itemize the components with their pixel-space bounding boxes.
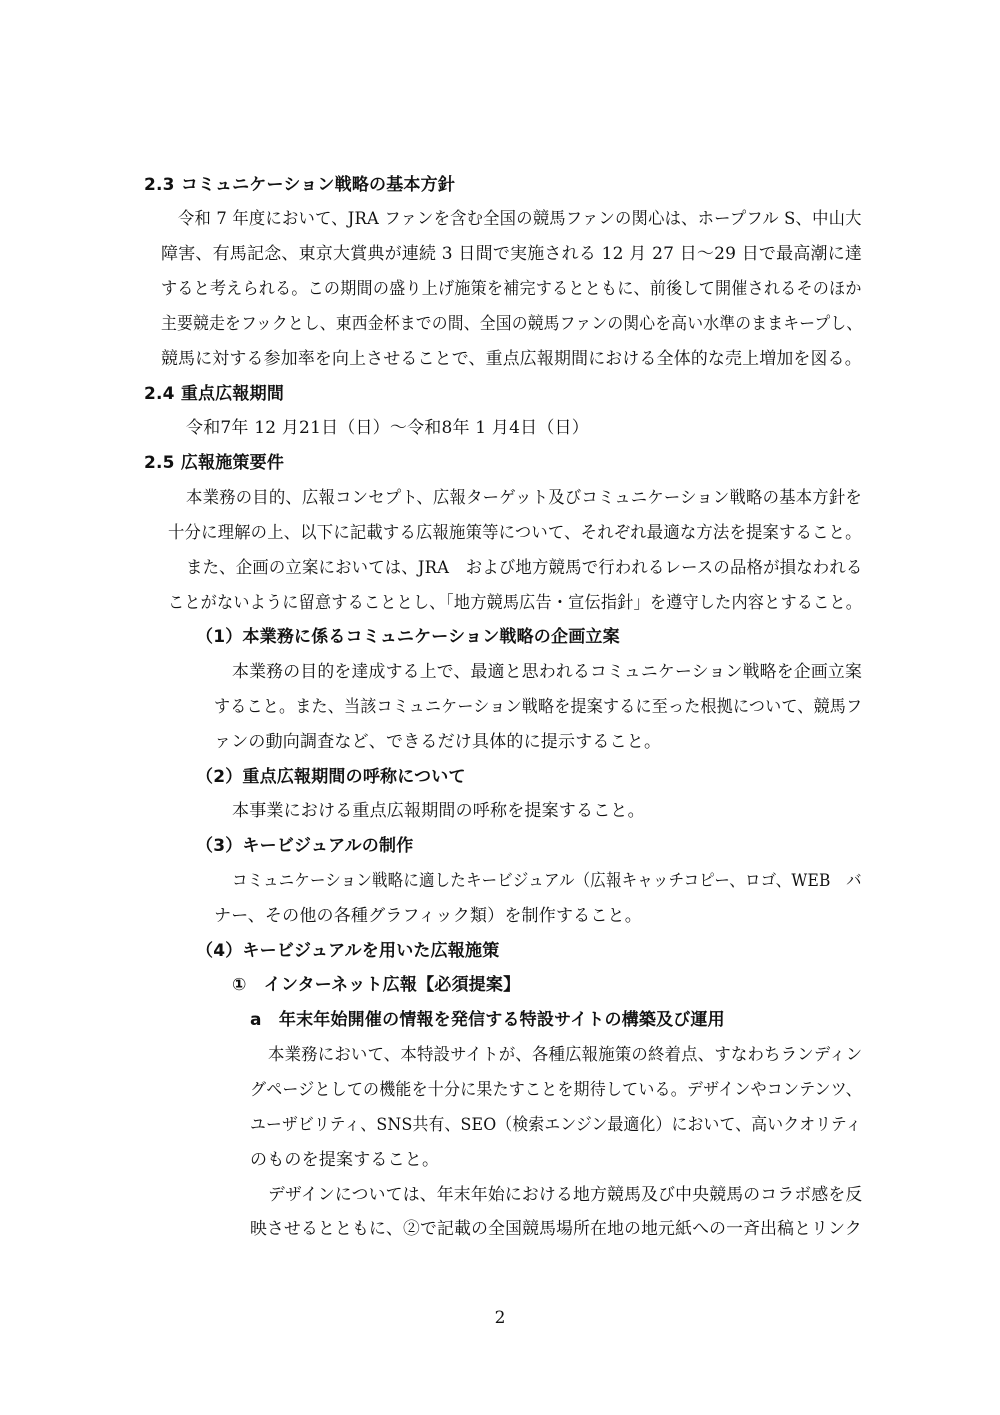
item-heading-1: ① インターネット広報【必須提案】 xyxy=(232,975,521,995)
section-heading-2-5: 2.5 広報施策要件 xyxy=(144,453,285,473)
subsection-heading-1: （1）本業務に係るコミュニケーション戦略の企画立案 xyxy=(196,627,620,647)
section-heading-2-3: 2.3 コミュニケーション戦略の基本方針 xyxy=(144,175,456,195)
paragraph-line: また、企画の立案においては、JRA および地方競馬で行われるレースの品格が損なわれる xyxy=(186,558,863,578)
paragraph-line: ナー、その他の各種グラフィック類）を制作すること。 xyxy=(214,906,642,926)
paragraph-line: コミュニケーション戦略に適したキービジュアル（広報キャッチコピー、ロゴ、WEB バ xyxy=(232,871,862,891)
paragraph-line: 十分に理解の上、以下に記載する広報施策等について、それぞれ最適な方法を提案すること。 xyxy=(168,523,862,543)
section-heading-2-4: 2.4 重点広報期間 xyxy=(144,384,285,404)
paragraph-line: ユーザビリティ、SNS共有、SEO（検索エンジン最適化）において、高いクオリティ xyxy=(250,1115,862,1135)
paragraph-line: すると考えられる。この期間の盛り上げ施策を補完するとともに、前後して開催されるそのほか xyxy=(161,279,862,299)
page-number: 2 xyxy=(494,1308,506,1328)
paragraph-line: 障害、有馬記念、東京大賞典が連続 3 日間で実施される 12 月 27 日～29 日で最高潮に達 xyxy=(161,244,863,264)
paragraph-line: 本事業における重点広報期間の呼称を提案すること。 xyxy=(232,801,645,821)
paragraph-line: 主要競走をフックとし、東西金杯までの間、全国の競馬ファンの関心を高い水準のままキープし、 xyxy=(161,314,863,334)
paragraph-line: すること。また、当該コミュニケーション戦略を提案するに至った根拠について、競馬フ xyxy=(214,697,863,717)
subsection-heading-2: （2）重点広報期間の呼称について xyxy=(196,767,466,787)
paragraph-line: 令和 7 年度において、JRA ファンを含む全国の競馬ファンの関心は、ホープフル S、中山大 xyxy=(178,209,862,229)
paragraph-line: グページとしての機能を十分に果たすことを期待している。デザインやコンテンツ、 xyxy=(250,1080,863,1100)
paragraph-line: 映させるとともに、②で記載の全国競馬場所在地の地元紙への一斉出稿とリンク xyxy=(250,1219,862,1239)
subsection-heading-3: （3）キービジュアルの制作 xyxy=(196,836,414,856)
subsection-heading-4: （4）キービジュアルを用いた広報施策 xyxy=(196,941,500,961)
paragraph-line: 本業務において、本特設サイトが、各種広報施策の終着点、すなわちランディン xyxy=(268,1045,863,1065)
paragraph-line: 本業務の目的を達成する上で、最適と思われるコミュニケーション戦略を企画立案 xyxy=(232,662,863,682)
paragraph-line: ァンの動向調査など、できるだけ具体的に提示すること。 xyxy=(214,732,662,752)
paragraph-line: 本業務の目的、広報コンセプト、広報ターゲット及びコミュニケーション戦略の基本方針を xyxy=(186,488,862,508)
paragraph-line: のものを提案すること。 xyxy=(250,1150,440,1170)
item-heading-a: a 年末年始開催の情報を発信する特設サイトの構築及び運用 xyxy=(250,1010,725,1030)
paragraph-line: 令和7年 12 月21日（日）～令和8年 1 月4日（日） xyxy=(186,418,589,438)
paragraph-line: 競馬に対する参加率を向上させることで、重点広報期間における全体的な売上増加を図る。 xyxy=(161,349,862,369)
paragraph-line: ことがないように留意することとし、「地方競馬広告・宣伝指針」を遵守した内容とすること。 xyxy=(168,593,863,613)
paragraph-line: デザインについては、年末年始における地方競馬及び中央競馬のコラボ感を反 xyxy=(268,1185,863,1205)
